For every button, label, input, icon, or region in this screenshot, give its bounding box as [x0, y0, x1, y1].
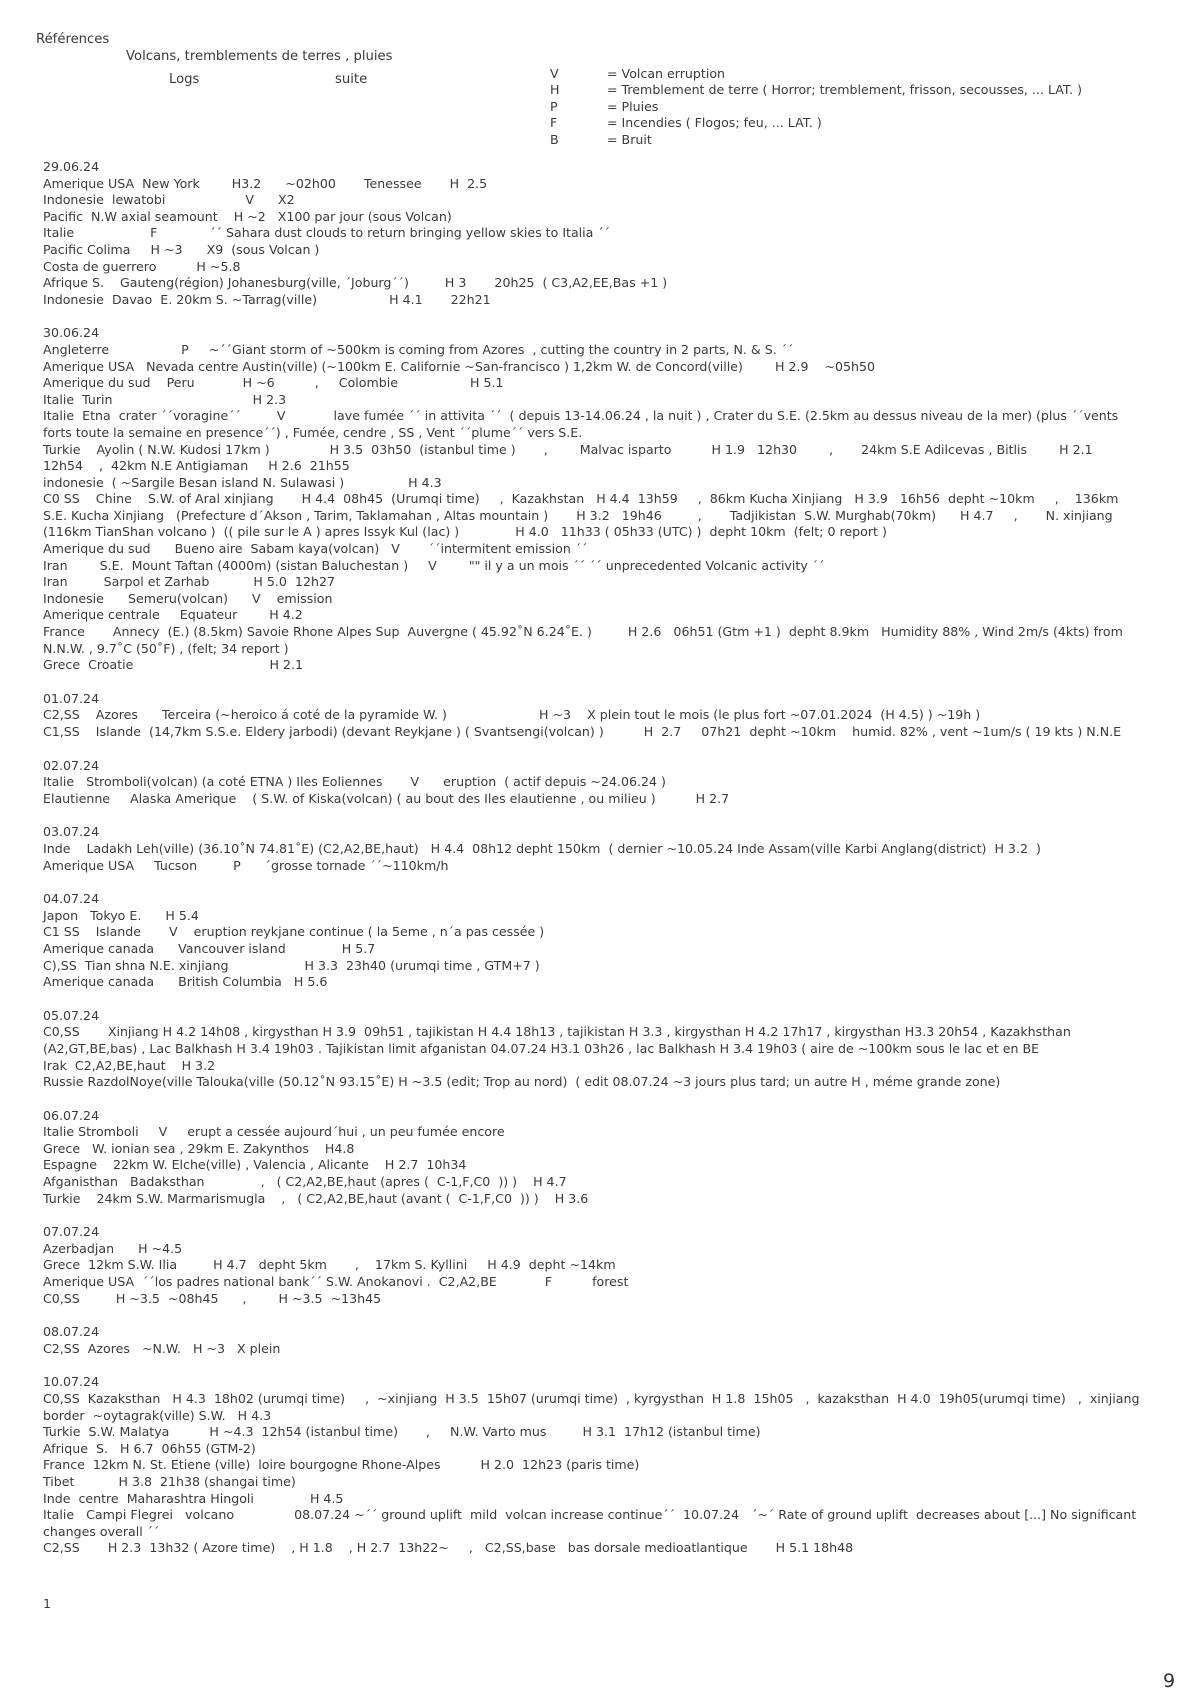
- log-line: Grece 12km S.W. Ilia H 4.7 depht 5km , 17km S. Kyllini H 4.9 depht ~14km: [43, 1257, 616, 1273]
- log-section: [43, 1374, 1143, 1557]
- log-line: Inde Ladakh Leh(ville) (36.10˚N 74.81˚E) (C2,A2,BE,haut) H 4.4 08h12 depht 150km ( dernier ~10.05.24 Inde Assam(ville Karbi Anglang(district) H 3.2 ): [43, 840, 1041, 856]
- legend-code: H: [550, 82, 560, 98]
- log-line: Grece W. ionian sea , 29km E. Zakynthos H4.8: [43, 1140, 355, 1156]
- log-line: Japon Tokyo E. H 5.4: [43, 907, 199, 923]
- log-line: C2,SS H 2.3 13h32 ( Azore time) , H 1.8 , H 2.7 13h22~ , C2,SS,base bas dorsale medioatlantique H 5.1 18h48: [43, 1540, 854, 1556]
- log-date: 02.07.24: [43, 757, 100, 773]
- legend-description: = Tremblement de terre ( Horror; tremblement, frisson, secousses, ... LAT. ): [607, 82, 1083, 98]
- log-line: indonesie ( ~Sargile Besan island N. Sulawasi ) H 4.3: [43, 474, 442, 490]
- log-section: [43, 691, 1143, 741]
- document-subtitle: Volcans, tremblements de terres , pluies: [126, 49, 393, 64]
- log-section: [43, 325, 1143, 673]
- log-line: C0 SS Chine S.W. of Aral xinjiang H 4.4 08h45 (Urumqi time) , Kazakhstan H 4.4 13h59 , 86km Kucha Xinjiang H 3.9 16h56 depht ~10km , 136km S.E. Kucha Xinjiang (Prefecture d´Akson , Tarim, Taklamahan , Altas mountain ) H 3.2 19h46 , Tadjikistan S.W. Murghab(70km) H 4.7 , N. xinjiang (116km TianShan volcano ) (( pile sur le A ) apres Issyk Kul (lac) ) H 4.0 11h33 ( 05h33 (UTC) ) depht 10km (felt; 0 report ): [43, 491, 1123, 540]
- log-line: Iran Sarpol et Zarhab H 5.0 12h27: [43, 574, 335, 590]
- log-section: [43, 891, 1143, 991]
- references-label: Références: [36, 32, 110, 47]
- log-date: 30.06.24: [43, 325, 100, 341]
- log-date: 01.07.24: [43, 690, 100, 706]
- log-line: C2,SS Azores ~N.W. H ~3 X plein: [43, 1340, 281, 1356]
- legend-code: P: [550, 98, 558, 114]
- log-line: Turkie S.W. Malatya H ~4.3 12h54 (istanbul time) , N.W. Varto mus H 3.1 17h12 (istanbul time): [43, 1424, 761, 1440]
- log-line: Inde centre Maharashtra Hingoli H 4.5: [43, 1490, 344, 1506]
- log-line: France 12km N. St. Etiene (ville) loire bourgogne Rhone-Alpes H 2.0 12h23 (paris time): [43, 1457, 640, 1473]
- log-line: Russie RazdolNoye(ville Talouka(ville (50.12˚N 93.15˚E) H ~3.5 (edit; Trop au nord) ( edit 08.07.24 ~3 jours plus tard; un autre H , méme grande zone): [43, 1074, 1001, 1090]
- log-line: C0,SS Xinjiang H 4.2 14h08 , kirgysthan H 3.9 09h51 , tajikistan H 4.4 18h13 , tajikistan H 3.3 , kirgysthan H 4.2 17h17 , kirgysthan H3.3 20h54 , Kazakhsthan (A2,GT,BE,bas) , Lac Balkhash H 3.4 19h03 . Tajikistan limit afganistan 04.07.24 H3.1 03h26 , lac Balkhash H 3.4 19h03 ( aire de ~100km sous le lac et en BE: [43, 1024, 1075, 1056]
- log-line: Amerique centrale Equateur H 4.2: [43, 607, 303, 623]
- legend-code: F: [550, 115, 558, 131]
- log-line: Amerique du sud Bueno aire Sabam kaya(volcan) V ´´intermitent emission ´´: [43, 541, 588, 557]
- log-line: Azerbadjan H ~4.5: [43, 1240, 183, 1256]
- log-line: Irak C2,A2,BE,haut H 3.2: [43, 1057, 216, 1073]
- log-line: Amerique USA Tucson P ´grosse tornade ´´~110km/h: [43, 857, 449, 873]
- page-number: 9: [1163, 1670, 1176, 1692]
- log-line: C1,SS Islande (14,7km S.S.e. Eldery jarbodi) (devant Reykjane ) ( Svantsengi(volcan) ) H 2.7 07h21 depht ~10km humid. 82% , vent ~1um/s ( 19 kts ) N.N.E: [43, 724, 1122, 739]
- log-line: Angleterre P ~´´Giant storm of ~500km is coming from Azores , cutting the country in 2 parts, N. & S. ´´: [43, 341, 794, 357]
- log-line: Afrique S. Gauteng(région) Johanesburg(ville, ´Joburg´´) H 3 20h25 ( C3,A2,EE,Bas +1 ): [43, 275, 668, 291]
- log-line: Italie F ´´ Sahara dust clouds to return bringing yellow skies to Italia ´´: [43, 225, 610, 241]
- log-line: Amerique canada Vancouver island H 5.7: [43, 940, 376, 956]
- log-line: Italie Stromboli(volcan) (a coté ETNA ) Iles Eoliennes V eruption ( actif depuis ~24.06.24 ): [43, 774, 666, 790]
- log-section: [43, 758, 1143, 808]
- log-section: [43, 1108, 1143, 1208]
- log-line: Amerique du sud Peru H ~6 , Colombie H 5.1: [43, 375, 504, 391]
- legend-description: = Bruit: [607, 131, 652, 147]
- legend-description: = Pluies: [607, 98, 659, 114]
- log-line: Italie Campi Flegrei volcano 08.07.24 ~´´ ground uplift mild volcan increase continue´´ 10.07.24 ´~´ Rate of ground uplift decreases about [...] No significant changes overall ´´: [43, 1507, 1141, 1539]
- log-section: [43, 1008, 1143, 1091]
- log-line: Tibet H 3.8 21h38 (shangai time): [43, 1473, 296, 1489]
- log-line: Pacific N.W axial seamount H ~2 X100 par jour (sous Volcan): [43, 208, 452, 224]
- log-line: C2,SS Azores Terceira (~heroico á coté de la pyramide W. ) H ~3 X plein tout le mois (le plus fort ~07.01.2024 (H 4.5) ) ~19h ): [43, 707, 981, 723]
- log-line: Afganisthan Badaksthan , ( C2,A2,BE,haut (apres ( C-1,F,C0 )) ) H 4.7: [43, 1174, 567, 1190]
- log-line: Turkie 24km S.W. Marmarismugla , ( C2,A2,BE,haut (avant ( C-1,F,C0 )) ) H 3.6: [43, 1190, 589, 1206]
- log-section: [43, 1324, 1143, 1357]
- log-date: 29.06.24: [43, 159, 100, 174]
- log-date: 08.07.24: [43, 1324, 100, 1340]
- legend-description: = Volcan erruption: [607, 66, 726, 81]
- log-date: 05.07.24: [43, 1007, 100, 1023]
- log-line: Espagne 22km W. Elche(ville) , Valencia , Alicante H 2.7 10h34: [43, 1157, 467, 1173]
- log-line: Iran S.E. Mount Taftan (4000m) (sistan Baluchestan ) V "" il y a un mois ´´ ´´ unprecedented Volcanic activity ´´: [43, 557, 825, 573]
- log-line: Indonesie Davao E. 20km S. ~Tarrag(ville) H 4.1 22h21: [43, 291, 491, 307]
- log-line: Elautienne Alaska Amerique ( S.W. of Kiska(volcan) ( au bout des Iles elautienne , ou milieu ) H 2.7: [43, 790, 730, 806]
- log-line: Italie Etna crater ´´voragine´´ V lave fumée ´´ in attivita ´´ ( depuis 13-14.06.24 , la nuit ) , Crater du S.E. (2.5km au dessus niveau de la mer) (plus ´´vents forts toute la semaine en presence´´) , Fumée, cendre , SS , Vent ´´plume´´ vers S.E.: [43, 408, 1123, 440]
- log-section: [43, 1224, 1143, 1307]
- legend-code: V: [550, 66, 559, 81]
- log-line: Costa de guerrero H ~5.8: [43, 258, 241, 274]
- log-line: Amerique USA ´´los padres national bank´´ S.W. Anokanovi . C2,A2,BE F forest: [43, 1274, 629, 1290]
- log-line: C),SS Tian shna N.E. xinjiang H 3.3 23h40 (urumqi time , GTM+7 ): [43, 957, 540, 973]
- legend-code: B: [550, 131, 559, 147]
- log-section: [43, 159, 1143, 308]
- log-entries: [43, 159, 1143, 1574]
- legend-description: = Incendies ( Flogos; feu, ... LAT. ): [607, 115, 822, 131]
- log-line: Amerique USA New York H3.2 ~02h00 Tenessee H 2.5: [43, 175, 488, 191]
- log-line: Indonesie Semeru(volcan) V emission: [43, 590, 333, 606]
- log-line: Grece Croatie H 2.1: [43, 657, 303, 673]
- log-line: Afrique S. H 6.7 06h55 (GTM-2): [43, 1440, 256, 1456]
- log-line: France Annecy (E.) (8.5km) Savoie Rhone Alpes Sup Auvergne ( 45.92˚N 6.24˚E. ) H 2.6 06h51 (Gtm +1 ) depht 8.9km Humidity 88% , Wind 2m/s (4kts) from N.N.W. , 9.7˚C (50˚F) , (felt; 34 report ): [43, 624, 1127, 656]
- log-date: 10.07.24: [43, 1374, 100, 1390]
- logs-label: Logs: [169, 72, 200, 87]
- log-date: 06.07.24: [43, 1107, 100, 1123]
- log-section: [43, 824, 1143, 874]
- log-line: Turkie Ayolin ( N.W. Kudosi 17km ) H 3.5 03h50 (istanbul time ) , Malvac isparto H 1.9 12h30 , 24km S.E Adilcevas , Bitlis H 2.1 12h54 , 42km N.E Antigiaman H 2.6 21h55: [43, 441, 1109, 474]
- log-line: Amerique canada British Columbia H 5.6: [43, 974, 328, 990]
- log-line: Italie Stromboli V erupt a cessée aujourd´hui , un peu fumée encore: [43, 1124, 505, 1140]
- log-line: Italie Turin H 2.3: [43, 391, 287, 407]
- log-line: C0,SS H ~3.5 ~08h45 , H ~3.5 ~13h45: [43, 1290, 382, 1306]
- log-line: Pacific Colima H ~3 X9 (sous Volcan ): [43, 241, 320, 257]
- log-line: Indonesie lewatobi V X2: [43, 192, 295, 208]
- log-line: Amerique USA Nevada centre Austin(ville) (~100km E. Californie ~San-francisco ) 1,2km W. de Concord(ville) H 2.9 ~05h50: [43, 358, 876, 374]
- log-line: C0,SS Kazaksthan H 4.3 18h02 (urumqi time) , ~xinjiang H 3.5 15h07 (urumqi time) , kyrgysthan H 1.8 15h05 , kazaksthan H 4.0 19h05(urumqi time) , xinjiang border ~oytagrak(ville) S.W. H 4.3: [43, 1391, 1144, 1423]
- footnote-number: 1: [43, 1596, 52, 1611]
- log-line: C1 SS Islande V eruption reykjane continue ( la 5eme , n´a pas cessée ): [43, 924, 545, 940]
- log-date: 07.07.24: [43, 1224, 100, 1240]
- log-date: 04.07.24: [43, 891, 100, 907]
- suite-label: suite: [335, 72, 368, 87]
- log-date: 03.07.24: [43, 824, 100, 840]
